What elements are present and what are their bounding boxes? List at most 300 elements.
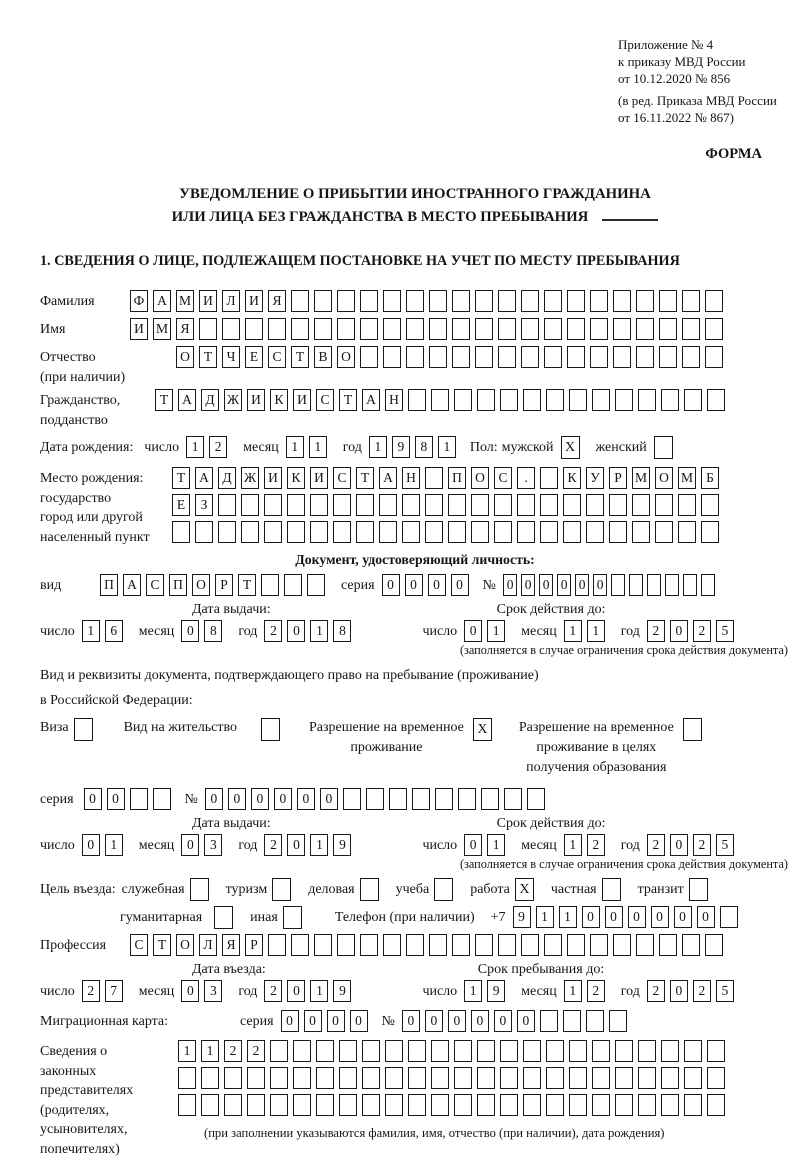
char-cell[interactable]	[130, 788, 148, 810]
char-cell[interactable]: 2	[264, 980, 282, 1002]
char-cell[interactable]: А	[153, 290, 171, 312]
char-cell[interactable]: С	[333, 467, 351, 489]
char-cell[interactable]	[682, 318, 700, 340]
char-cell[interactable]	[402, 494, 420, 516]
char-cell[interactable]: 0	[557, 574, 572, 596]
char-cell[interactable]	[678, 494, 696, 516]
char-cell[interactable]	[406, 290, 424, 312]
char-cell[interactable]	[684, 1067, 702, 1089]
char-cell[interactable]: Т	[356, 467, 374, 489]
char-cell[interactable]: 0	[697, 906, 715, 928]
char-cell[interactable]	[471, 521, 489, 543]
char-cell[interactable]	[224, 1094, 242, 1116]
char-cell[interactable]	[310, 494, 328, 516]
char-cell[interactable]	[261, 718, 280, 741]
char-cell[interactable]	[498, 346, 516, 368]
char-cell[interactable]: 0	[82, 834, 100, 856]
char-cell[interactable]: Ж	[241, 467, 259, 489]
char-cell[interactable]	[293, 1067, 311, 1089]
char-cell[interactable]: 0	[205, 788, 223, 810]
char-cell[interactable]: К	[287, 467, 305, 489]
char-cell[interactable]	[544, 290, 562, 312]
char-cell[interactable]	[682, 934, 700, 956]
char-cell[interactable]	[190, 878, 209, 901]
char-cell[interactable]	[360, 318, 378, 340]
char-cell[interactable]	[385, 1040, 403, 1062]
char-cell[interactable]	[500, 389, 518, 411]
char-cell[interactable]	[592, 1067, 610, 1089]
char-cell[interactable]	[638, 1067, 656, 1089]
char-cell[interactable]: 1	[310, 834, 328, 856]
char-cell[interactable]: Ж	[224, 389, 242, 411]
char-cell[interactable]	[569, 1040, 587, 1062]
char-cell[interactable]: 2	[264, 834, 282, 856]
char-cell[interactable]	[454, 1040, 472, 1062]
char-cell[interactable]	[655, 521, 673, 543]
char-cell[interactable]: 0	[593, 574, 608, 596]
char-cell[interactable]: И	[264, 467, 282, 489]
char-cell[interactable]: 1	[286, 436, 304, 458]
char-cell[interactable]: Я	[176, 318, 194, 340]
char-cell[interactable]	[379, 521, 397, 543]
char-cell[interactable]: Т	[238, 574, 256, 596]
char-cell[interactable]	[636, 934, 654, 956]
char-cell[interactable]	[544, 318, 562, 340]
char-cell[interactable]	[343, 788, 361, 810]
char-cell[interactable]	[477, 389, 495, 411]
char-cell[interactable]	[563, 1010, 581, 1032]
char-cell[interactable]	[615, 1094, 633, 1116]
char-cell[interactable]	[218, 494, 236, 516]
char-cell[interactable]	[337, 290, 355, 312]
char-cell[interactable]: 2	[693, 980, 711, 1002]
char-cell[interactable]: 0	[451, 574, 469, 596]
char-cell[interactable]	[454, 1067, 472, 1089]
char-cell[interactable]	[592, 389, 610, 411]
char-cell[interactable]	[284, 574, 302, 596]
char-cell[interactable]	[214, 906, 233, 929]
char-cell[interactable]: Т	[199, 346, 217, 368]
char-cell[interactable]: 1	[587, 620, 605, 642]
char-cell[interactable]	[429, 934, 447, 956]
char-cell[interactable]: О	[337, 346, 355, 368]
char-cell[interactable]	[654, 436, 673, 459]
char-cell[interactable]	[544, 934, 562, 956]
char-cell[interactable]	[475, 290, 493, 312]
char-cell[interactable]: П	[448, 467, 466, 489]
char-cell[interactable]: 9	[333, 834, 351, 856]
char-cell[interactable]	[178, 1067, 196, 1089]
char-cell[interactable]	[567, 934, 585, 956]
char-cell[interactable]	[609, 521, 627, 543]
char-cell[interactable]	[475, 346, 493, 368]
char-cell[interactable]	[689, 878, 708, 901]
char-cell[interactable]: С	[130, 934, 148, 956]
char-cell[interactable]: 1	[564, 620, 582, 642]
char-cell[interactable]: 0	[670, 980, 688, 1002]
char-cell[interactable]: 8	[333, 620, 351, 642]
char-cell[interactable]	[360, 878, 379, 901]
char-cell[interactable]	[339, 1040, 357, 1062]
char-cell[interactable]: А	[195, 467, 213, 489]
char-cell[interactable]: М	[678, 467, 696, 489]
char-cell[interactable]	[310, 521, 328, 543]
char-cell[interactable]: М	[632, 467, 650, 489]
char-cell[interactable]	[222, 318, 240, 340]
char-cell[interactable]	[659, 318, 677, 340]
char-cell[interactable]: О	[176, 346, 194, 368]
char-cell[interactable]	[569, 1067, 587, 1089]
char-cell[interactable]	[500, 1040, 518, 1062]
char-cell[interactable]	[613, 290, 631, 312]
char-cell[interactable]	[74, 718, 93, 741]
char-cell[interactable]	[291, 318, 309, 340]
char-cell[interactable]: 0	[582, 906, 600, 928]
char-cell[interactable]	[498, 290, 516, 312]
char-cell[interactable]: А	[379, 467, 397, 489]
char-cell[interactable]	[705, 346, 723, 368]
char-cell[interactable]	[683, 574, 698, 596]
char-cell[interactable]	[632, 521, 650, 543]
char-cell[interactable]	[247, 1067, 265, 1089]
char-cell[interactable]	[408, 389, 426, 411]
char-cell[interactable]	[339, 1067, 357, 1089]
char-cell[interactable]	[647, 574, 662, 596]
char-cell[interactable]: 0	[464, 620, 482, 642]
char-cell[interactable]	[701, 574, 716, 596]
char-cell[interactable]: Р	[215, 574, 233, 596]
char-cell[interactable]: 8	[415, 436, 433, 458]
char-cell[interactable]	[682, 346, 700, 368]
char-cell[interactable]	[448, 521, 466, 543]
char-cell[interactable]	[270, 1067, 288, 1089]
char-cell[interactable]: З	[195, 494, 213, 516]
char-cell[interactable]	[590, 318, 608, 340]
char-cell[interactable]	[383, 346, 401, 368]
char-cell[interactable]: 0	[670, 834, 688, 856]
char-cell[interactable]: Б	[701, 467, 719, 489]
char-cell[interactable]	[333, 521, 351, 543]
char-cell[interactable]: 9	[487, 980, 505, 1002]
char-cell[interactable]: 0	[628, 906, 646, 928]
char-cell[interactable]: 7	[105, 980, 123, 1002]
char-cell[interactable]	[563, 494, 581, 516]
char-cell[interactable]	[218, 521, 236, 543]
char-cell[interactable]: 0	[181, 980, 199, 1002]
char-cell[interactable]	[494, 521, 512, 543]
char-cell[interactable]: 0	[575, 574, 590, 596]
char-cell[interactable]	[523, 1040, 541, 1062]
char-cell[interactable]	[241, 521, 259, 543]
char-cell[interactable]	[454, 1094, 472, 1116]
char-cell[interactable]: 0	[274, 788, 292, 810]
char-cell[interactable]	[636, 346, 654, 368]
char-cell[interactable]: 0	[402, 1010, 420, 1032]
char-cell[interactable]	[590, 290, 608, 312]
char-cell[interactable]	[720, 906, 738, 928]
char-cell[interactable]	[684, 389, 702, 411]
char-cell[interactable]	[431, 1040, 449, 1062]
char-cell[interactable]	[293, 1094, 311, 1116]
char-cell[interactable]	[360, 346, 378, 368]
char-cell[interactable]: 0	[350, 1010, 368, 1032]
char-cell[interactable]: 2	[82, 980, 100, 1002]
char-cell[interactable]: 0	[382, 574, 400, 596]
char-cell[interactable]: 0	[287, 834, 305, 856]
char-cell[interactable]	[498, 318, 516, 340]
char-cell[interactable]	[563, 521, 581, 543]
char-cell[interactable]	[408, 1040, 426, 1062]
char-cell[interactable]	[546, 1094, 564, 1116]
char-cell[interactable]	[569, 1094, 587, 1116]
char-cell[interactable]: 0	[494, 1010, 512, 1032]
char-cell[interactable]	[356, 521, 374, 543]
char-cell[interactable]: Н	[402, 467, 420, 489]
char-cell[interactable]: 1	[105, 834, 123, 856]
char-cell[interactable]	[362, 1040, 380, 1062]
char-cell[interactable]	[661, 389, 679, 411]
char-cell[interactable]	[705, 934, 723, 956]
char-cell[interactable]	[333, 494, 351, 516]
char-cell[interactable]	[199, 318, 217, 340]
char-cell[interactable]: Т	[291, 346, 309, 368]
char-cell[interactable]	[425, 467, 443, 489]
char-cell[interactable]: Н	[385, 389, 403, 411]
char-cell[interactable]	[247, 1094, 265, 1116]
char-cell[interactable]: 1	[82, 620, 100, 642]
char-cell[interactable]	[316, 1040, 334, 1062]
char-cell[interactable]: А	[362, 389, 380, 411]
char-cell[interactable]	[521, 318, 539, 340]
char-cell[interactable]	[431, 389, 449, 411]
char-cell[interactable]	[425, 494, 443, 516]
char-cell[interactable]: Я	[222, 934, 240, 956]
char-cell[interactable]: 3	[204, 834, 222, 856]
char-cell[interactable]	[665, 574, 680, 596]
char-cell[interactable]: Т	[339, 389, 357, 411]
char-cell[interactable]: С	[494, 467, 512, 489]
char-cell[interactable]: 5	[716, 834, 734, 856]
char-cell[interactable]: П	[169, 574, 187, 596]
char-cell[interactable]	[494, 494, 512, 516]
char-cell[interactable]	[383, 318, 401, 340]
char-cell[interactable]	[287, 494, 305, 516]
char-cell[interactable]	[429, 346, 447, 368]
char-cell[interactable]: А	[123, 574, 141, 596]
char-cell[interactable]: 2	[247, 1040, 265, 1062]
char-cell[interactable]	[569, 389, 587, 411]
char-cell[interactable]	[707, 1067, 725, 1089]
char-cell[interactable]: 2	[693, 620, 711, 642]
char-cell[interactable]: 1	[309, 436, 327, 458]
char-cell[interactable]	[613, 346, 631, 368]
char-cell[interactable]	[362, 1094, 380, 1116]
char-cell[interactable]	[314, 290, 332, 312]
char-cell[interactable]: 1	[487, 834, 505, 856]
char-cell[interactable]	[661, 1094, 679, 1116]
char-cell[interactable]	[314, 318, 332, 340]
char-cell[interactable]: У	[586, 467, 604, 489]
char-cell[interactable]	[701, 494, 719, 516]
char-cell[interactable]	[540, 494, 558, 516]
char-cell[interactable]	[406, 346, 424, 368]
char-cell[interactable]: 9	[392, 436, 410, 458]
char-cell[interactable]	[316, 1067, 334, 1089]
char-cell[interactable]: .	[517, 467, 535, 489]
char-cell[interactable]	[429, 290, 447, 312]
char-cell[interactable]	[477, 1094, 495, 1116]
char-cell[interactable]: В	[314, 346, 332, 368]
char-cell[interactable]	[261, 574, 279, 596]
char-cell[interactable]	[429, 318, 447, 340]
char-cell[interactable]	[707, 389, 725, 411]
char-cell[interactable]: И	[130, 318, 148, 340]
char-cell[interactable]	[481, 788, 499, 810]
char-cell[interactable]: 0	[674, 906, 692, 928]
char-cell[interactable]	[590, 934, 608, 956]
char-cell[interactable]	[291, 290, 309, 312]
char-cell[interactable]: 0	[304, 1010, 322, 1032]
char-cell[interactable]: 0	[471, 1010, 489, 1032]
char-cell[interactable]	[264, 521, 282, 543]
char-cell[interactable]	[201, 1067, 219, 1089]
char-cell[interactable]	[172, 521, 190, 543]
char-cell[interactable]	[316, 1094, 334, 1116]
char-cell[interactable]: 0	[428, 574, 446, 596]
char-cell[interactable]	[521, 934, 539, 956]
char-cell[interactable]: 2	[224, 1040, 242, 1062]
char-cell[interactable]	[178, 1094, 196, 1116]
char-cell[interactable]: 0	[327, 1010, 345, 1032]
char-cell[interactable]	[659, 934, 677, 956]
char-cell[interactable]: О	[192, 574, 210, 596]
char-cell[interactable]: 1	[310, 620, 328, 642]
char-cell[interactable]	[638, 389, 656, 411]
char-cell[interactable]	[270, 1040, 288, 1062]
char-cell[interactable]: 8	[204, 620, 222, 642]
char-cell[interactable]: М	[153, 318, 171, 340]
char-cell[interactable]	[307, 574, 325, 596]
char-cell[interactable]	[452, 346, 470, 368]
char-cell[interactable]	[448, 494, 466, 516]
char-cell[interactable]	[287, 521, 305, 543]
char-cell[interactable]	[638, 1094, 656, 1116]
char-cell[interactable]	[546, 1067, 564, 1089]
char-cell[interactable]: И	[245, 290, 263, 312]
char-cell[interactable]	[224, 1067, 242, 1089]
char-cell[interactable]: 1	[369, 436, 387, 458]
char-cell[interactable]: 0	[405, 574, 423, 596]
char-cell[interactable]: 1	[464, 980, 482, 1002]
char-cell[interactable]: Ч	[222, 346, 240, 368]
char-cell[interactable]: Е	[172, 494, 190, 516]
char-cell[interactable]	[661, 1067, 679, 1089]
char-cell[interactable]	[521, 346, 539, 368]
char-cell[interactable]	[615, 1067, 633, 1089]
char-cell[interactable]: А	[178, 389, 196, 411]
char-cell[interactable]	[701, 521, 719, 543]
char-cell[interactable]	[475, 318, 493, 340]
char-cell[interactable]	[356, 494, 374, 516]
char-cell[interactable]	[523, 1094, 541, 1116]
char-cell[interactable]: 2	[209, 436, 227, 458]
char-cell[interactable]: П	[100, 574, 118, 596]
char-cell[interactable]: 1	[201, 1040, 219, 1062]
char-cell[interactable]	[683, 718, 702, 741]
char-cell[interactable]: X	[515, 878, 534, 901]
char-cell[interactable]: 6	[105, 620, 123, 642]
char-cell[interactable]	[636, 318, 654, 340]
char-cell[interactable]: X	[473, 718, 492, 741]
char-cell[interactable]: И	[199, 290, 217, 312]
char-cell[interactable]	[362, 1067, 380, 1089]
char-cell[interactable]	[434, 878, 453, 901]
char-cell[interactable]: 0	[521, 574, 536, 596]
char-cell[interactable]	[291, 934, 309, 956]
char-cell[interactable]	[592, 1094, 610, 1116]
char-cell[interactable]: О	[655, 467, 673, 489]
char-cell[interactable]	[609, 1010, 627, 1032]
char-cell[interactable]: 0	[448, 1010, 466, 1032]
char-cell[interactable]	[632, 494, 650, 516]
char-cell[interactable]: 1	[564, 834, 582, 856]
char-cell[interactable]: 0	[517, 1010, 535, 1032]
char-cell[interactable]: 0	[651, 906, 669, 928]
char-cell[interactable]	[567, 318, 585, 340]
char-cell[interactable]	[613, 934, 631, 956]
char-cell[interactable]: 0	[605, 906, 623, 928]
char-cell[interactable]: Е	[245, 346, 263, 368]
char-cell[interactable]: 2	[647, 834, 665, 856]
char-cell[interactable]	[431, 1094, 449, 1116]
char-cell[interactable]	[638, 1040, 656, 1062]
char-cell[interactable]	[475, 934, 493, 956]
char-cell[interactable]	[586, 1010, 604, 1032]
char-cell[interactable]	[366, 788, 384, 810]
char-cell[interactable]: К	[270, 389, 288, 411]
char-cell[interactable]	[477, 1040, 495, 1062]
char-cell[interactable]	[471, 494, 489, 516]
char-cell[interactable]: Р	[609, 467, 627, 489]
char-cell[interactable]: Т	[153, 934, 171, 956]
char-cell[interactable]	[544, 346, 562, 368]
char-cell[interactable]	[379, 494, 397, 516]
char-cell[interactable]: 1	[186, 436, 204, 458]
char-cell[interactable]: 9	[333, 980, 351, 1002]
char-cell[interactable]	[504, 788, 522, 810]
char-cell[interactable]	[592, 1040, 610, 1062]
char-cell[interactable]: С	[146, 574, 164, 596]
char-cell[interactable]	[521, 290, 539, 312]
char-cell[interactable]	[425, 521, 443, 543]
char-cell[interactable]: 1	[178, 1040, 196, 1062]
char-cell[interactable]	[590, 346, 608, 368]
char-cell[interactable]	[458, 788, 476, 810]
char-cell[interactable]: 0	[287, 980, 305, 1002]
char-cell[interactable]	[661, 1040, 679, 1062]
char-cell[interactable]	[241, 494, 259, 516]
char-cell[interactable]	[678, 521, 696, 543]
char-cell[interactable]	[500, 1067, 518, 1089]
char-cell[interactable]: 5	[716, 620, 734, 642]
char-cell[interactable]: Я	[268, 290, 286, 312]
char-cell[interactable]	[636, 290, 654, 312]
char-cell[interactable]: 0	[281, 1010, 299, 1032]
char-cell[interactable]	[402, 521, 420, 543]
char-cell[interactable]: 0	[670, 620, 688, 642]
char-cell[interactable]	[293, 1040, 311, 1062]
char-cell[interactable]	[431, 1067, 449, 1089]
